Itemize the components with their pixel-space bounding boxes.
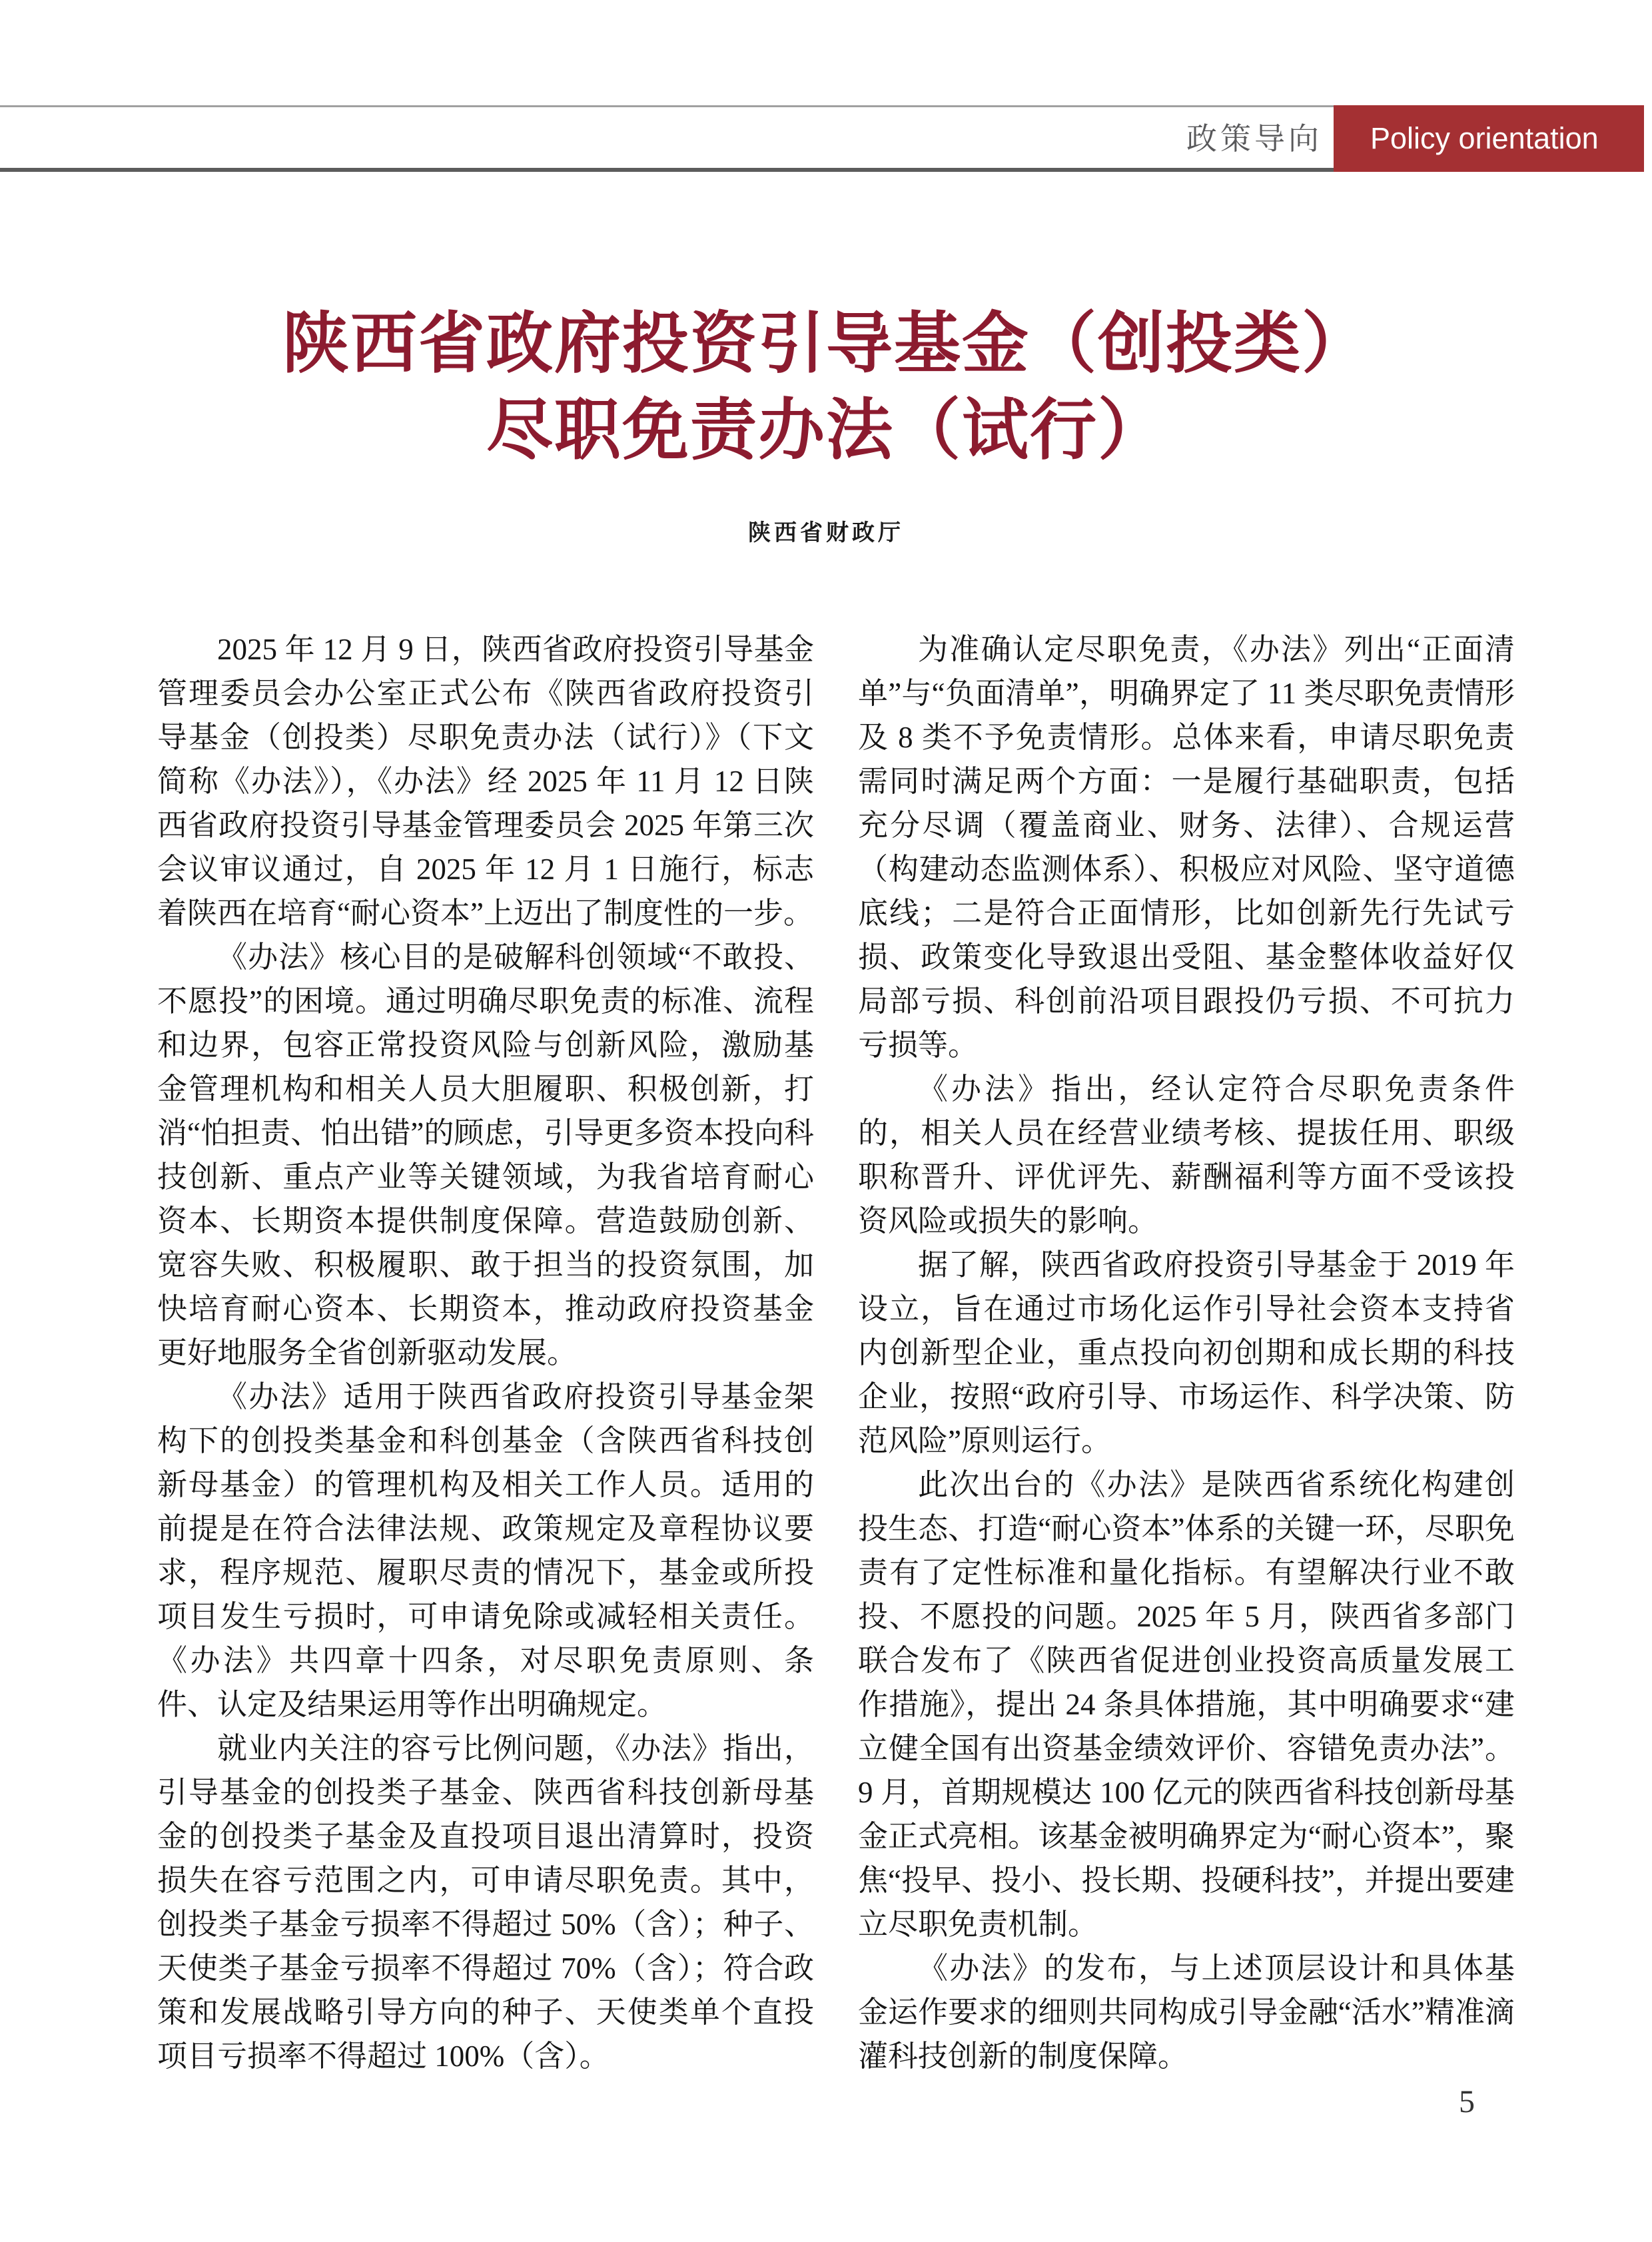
article-title-line1: 陕西省政府投资引导基金（创投类） bbox=[282, 307, 1370, 381]
paragraph: 《办法》适用于陕西省政府投资引导基金架构下的创投类基金和科创基金（含陕西省科技创新母基金）的管理机构及相关工作人员。适用的前提是在符合法律法规、政策规定及章程协议要求，程序规范、履职尽责的情况下，基金或所投项目发生亏损时，可申请免除或减轻相关责任。《办法》共四章十四条，对尽职免责原则、条件、认定及结果运用等作出明确规定。 bbox=[157, 1380, 814, 1721]
article-title bbox=[0, 301, 1652, 474]
body-column-right bbox=[858, 627, 1515, 2078]
header-rule-thin bbox=[0, 105, 1334, 107]
paragraph: 《办法》指出，经认定符合尽职免责条件的，相关人员在经营业绩考核、提拔任用、职级职称晋升、评优评先、薪酬福利等方面不受该投资风险或损失的影响。 bbox=[858, 1072, 1515, 1238]
paragraph: 为准确认定尽职免责，《办法》列出“正面清单”与“负面清单”，明确界定了 11 类尽职免责情形及 8 类不予免责情形。总体来看，申请尽职免责需同时满足两个方面：一是履行基础职责，包括充分尽调（覆盖商业、财务、法律）、合规运营（构建动态监测体系）、积极应对风险、坚守道德底线；二是符合正面情形，比如创新先行先试亏损、政策变化导致退出受阻、基金整体收益好仅局部亏损、科创前沿项目跟投仍亏损、不可抗力亏损等。 bbox=[858, 633, 1515, 1062]
paragraph: 就业内关注的容亏比例问题，《办法》指出，引导基金的创投类子基金、陕西省科技创新母基金的创投类子基金及直投项目退出清算时，投资损失在容亏范围之内，可申请尽职免责。其中，创投类子基金亏损率不得超过 50%（含）；种子、天使类子基金亏损率不得超过 70%（含）；符合政策和发展战略引导方向的种子、天使类单个直投项目亏损率不得超过 100%（含）。 bbox=[157, 1732, 814, 2073]
paragraph: 《办法》的发布，与上述顶层设计和具体基金运作要求的细则共同构成引导金融“活水”精准滴灌科技创新的制度保障。 bbox=[858, 1952, 1515, 2073]
body-column-left bbox=[157, 627, 814, 2078]
section-label-cn: 政策导向 bbox=[1186, 121, 1322, 156]
section-tab-en: Policy orientation bbox=[1334, 105, 1644, 172]
byline: 陕西省财政厅 bbox=[748, 521, 904, 546]
paragraph: 2025 年 12 月 9 日，陕西省政府投资引导基金管理委员会办公室正式公布《陕西省政府投资引导基金（创投类）尽职免责办法（试行）》（下文简称《办法》），《办法》经 2025 年 11 月 12 日陕西省政府投资引导基金管理委员会 2025 年第三次会议审议通过，自 2025 年 12 月 1 日施行，标志着陕西在培育“耐心资本”上迈出了制度性的一步。 bbox=[157, 633, 814, 930]
paragraph: 此次出台的《办法》是陕西省系统化构建创投生态、打造“耐心资本”体系的关键一环，尽职免责有了定性标准和量化指标。有望解决行业不敢投、不愿投的问题。2025 年 5 月，陕西省多部门联合发布了《陕西省促进创业投资高质量发展工作措施》，提出 24 条具体措施，其中明确要求“建立健全国有出资基金绩效评价、容错免责办法”。9 月，首期规模达 100 亿元的陕西省科技创新母基金正式亮相。该基金被明确界定为“耐心资本”，聚焦“投早、投小、投长期、投硬科技”，并提出要建立尽职免责机制。 bbox=[858, 1468, 1515, 1941]
paragraph: 《办法》核心目的是破解科创领域“不敢投、不愿投”的困境。通过明确尽职免责的标准、流程和边界，包容正常投资风险与创新风险，激励基金管理机构和相关人员大胆履职、积极创新，打消“怕担责、怕出错”的顾虑，引导更多资本投向科技创新、重点产业等关键领域，为我省培育耐心资本、长期资本提供制度保障。营造鼓励创新、宽容失败、积极履职、敢于担当的投资氛围，加快培育耐心资本、长期资本，推动政府投资基金更好地服务全省创新驱动发展。 bbox=[157, 940, 814, 1369]
article-title-line2: 尽职免责办法（试行） bbox=[486, 394, 1166, 468]
paragraph: 据了解，陕西省政府投资引导基金于 2019 年设立，旨在通过市场化运作引导社会资本支持省内创新型企业，重点投向初创期和成长期的科技企业，按照“政府引导、市场运作、科学决策、防范风险”原则运行。 bbox=[858, 1248, 1515, 1457]
page-number: 5 bbox=[1459, 2084, 1475, 2119]
header-rule-thick bbox=[0, 168, 1334, 172]
